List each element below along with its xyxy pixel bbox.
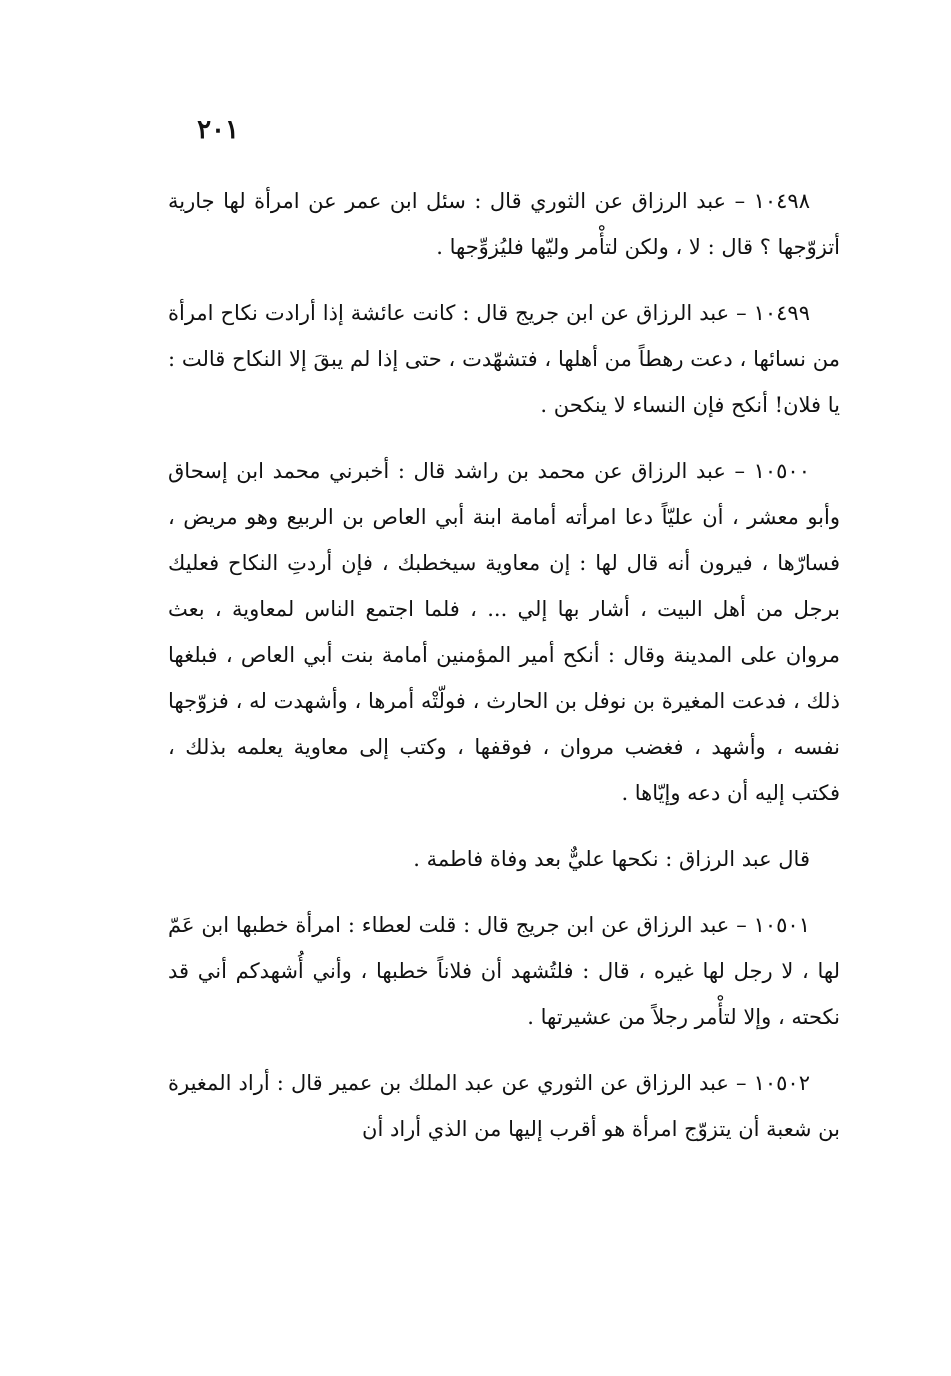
hadith-10499: ١٠٤٩٩ – عبد الرزاق عن ابن جريج قال : كانت عائشة إذا أرادت نكاح امرأة من نسائها ، دعت رهطاً من أهلها ، فتشهّدت ، حتى إذا لم يبقَ إلا النكاح قالت : يا فلان! أنكح فإن النساء لا ينكحن . xyxy=(168,301,840,417)
hadith-10498: ١٠٤٩٨ – عبد الرزاق عن الثوري قال : سئل ابن عمر عن امرأة لها جارية أتزوّجها ؟ قال : لا ، ولكن لتأْمر وليّها فليُزوِّجها . xyxy=(168,189,840,259)
hadith-10500: ١٠٥٠٠ – عبد الرزاق عن محمد بن راشد قال : أخبرني محمد ابن إسحاق وأبو معشر ، أن عليّاً دعا امرأته أمامة ابنة أبي العاص بن الربيع وهو مريض ، فسارّها ، فيرون أنه قال لها : إن معاوية سيخطبك ، فإن أردتِ النكاح فعليك برجل من أهل البيت ، أشار بها إلي ... ، فلما اجتمع الناس لمعاوية ، بعث مروان على المدينة وقال : أنكح أمير المؤمنين أمامة بنت أبي العاص ، فبلغها ذلك ، فدعت المغيرة بن نوفل بن الحارث ، فولّتْه أمرها ، وأشهدت له ، فزوّجها نفسه ، وأشهد ، فغضب مروان ، فوقفها ، وكتب إلى معاوية يعلمه بذلك ، فكتب إليه أن دعه وإيّاها . xyxy=(168,459,840,805)
page-text xyxy=(168,178,840,1172)
hadith-10501: ١٠٥٠١ – عبد الرزاق عن ابن جريج قال : قلت لعطاء : امرأة خطبها ابن عَمّ لها ، لا رجل لها غيره ، قال : فلتُشهد أن فلاناً خطبها ، وأني أُشهدكم أني قد نكحته ، وإلا لتأْمر رجلاً من عشيرتها . xyxy=(168,913,840,1029)
abd-al-razzaq-note: قال عبد الرزاق : نكحها عليٌّ بعد وفاة فاطمة . xyxy=(413,847,810,871)
hadith-10502: ١٠٥٠٢ – عبد الرزاق عن الثوري عن عبد الملك بن عمير قال : أراد المغيرة بن شعبة أن يتزوّج امرأة هو أقرب إليها من الذي أراد أن xyxy=(168,1071,840,1141)
page-number: ٢٠١ xyxy=(197,115,239,145)
